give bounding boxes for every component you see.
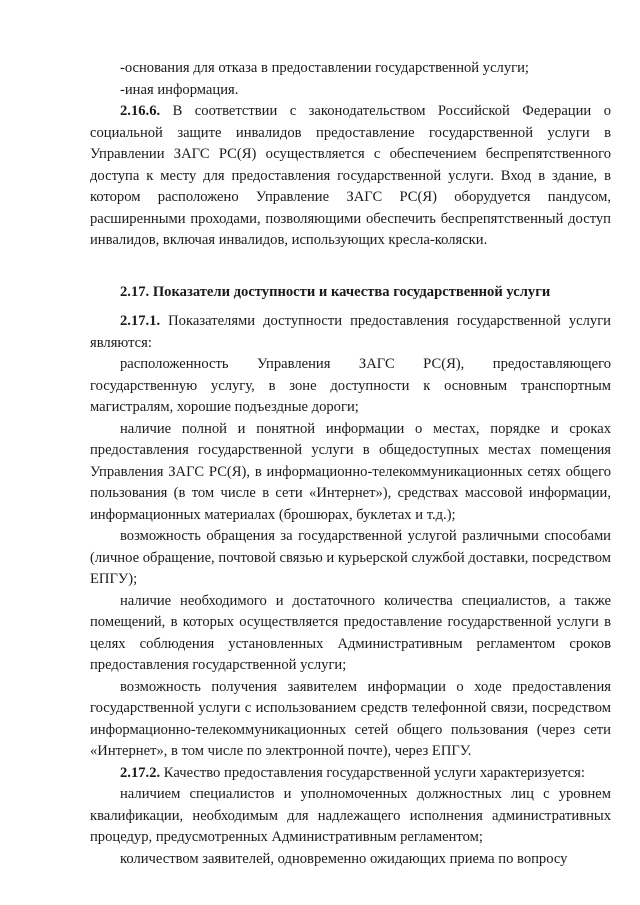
text-line: -иная информация.	[120, 81, 239, 98]
list-item: наличие необходимого и достаточного количества специалистов, а также помещений, в которых осуществляется предоставление государственной услуги в целях соблюдения установленных Административным регламентом сроков предоставления государственной услуги;	[90, 592, 611, 673]
document-page	[90, 58, 611, 870]
clause-number: 2.17.2.	[120, 764, 161, 781]
clause-number: 2.16.6.	[120, 103, 161, 119]
list-item: возможность получения заявителем информации о ходе предоставления государственной услуги с использованием средств телефонной связи, посредством информационно-телекоммуникационных сетей общего пользования (через сети «Интернет», в том числе по электронной почте), через ЕПГУ.	[90, 678, 611, 759]
text-line: -основания для отказа в предоставлении государственной услуги;	[120, 60, 529, 76]
clause-text: Качество предоставления государственной услуги характеризуется:	[163, 764, 585, 781]
list-item: наличием специалистов и уполномоченных должностных лиц с уровнем квалификации, необходимым для надлежащего исполнения административных процедур, предусмотренных Административным регламентом;	[90, 786, 611, 845]
paragraph-2-16-6	[90, 101, 611, 252]
section-heading: 2.17. Показатели доступности и качества государственной услуги	[120, 283, 551, 300]
paragraph-2-17-2	[90, 763, 611, 785]
clause-number: 2.17.1.	[120, 313, 161, 329]
list-item: расположенность Управления ЗАГС РС(Я), предоставляющего государственную услугу, в зоне доступности к основным транспортным магистралям, хорошие подъездные дороги;	[90, 356, 611, 415]
list-item: возможность обращения за государственной услугой различными способами (личное обращение, почтовой связью и курьерской службой доставки, посредством ЕПГУ);	[90, 528, 611, 587]
clause-text: В соответствии с законодательством Российской Федерации о социальной защите инвалидов предоставление государственной услуги в Управлении ЗАГС РС(Я) осуществляется с обеспечением беспрепятственного доступа к месту для предоставления государственной услуги. Вход в здание, в котором расположено Управление ЗАГС РС(Я) оборудуется пандусом, расширенными проходами, позволяющими обеспечить беспрепятственный доступ инвалидов, включая инвалидов, использующих кресла-коляски.	[90, 103, 611, 248]
list-item: наличие полной и понятной информации о местах, порядке и сроках предоставления государственной услуги в общедоступных местах помещения Управления ЗАГС РС(Я), в информационно-телекоммуникационных сетях общего пользования (в том числе в сети «Интернет»), средствах массовой информации, информационных материалах (брошюрах, буклетах и т.д.);	[90, 420, 611, 523]
list-item: количеством заявителей, одновременно ожидающих приема по вопросу	[120, 850, 568, 867]
clause-text: Показателями доступности предоставления государственной услуги являются:	[90, 313, 611, 351]
paragraph-2-17-1	[90, 311, 611, 354]
